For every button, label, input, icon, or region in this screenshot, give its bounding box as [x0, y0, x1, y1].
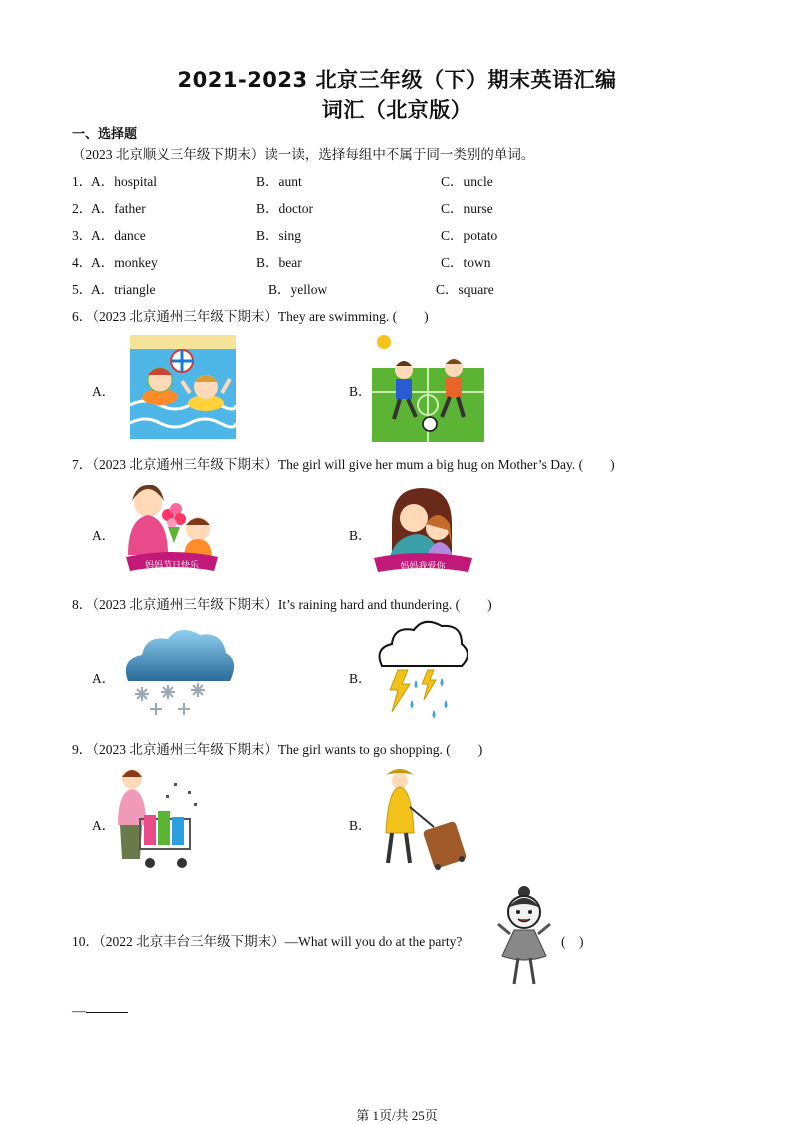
- page-footer: 第 1页/共 25页: [356, 1108, 438, 1123]
- mcq-row: [72, 278, 732, 298]
- question-7: 7．（2023 北京通州三年级下期末）The girl will give her mum a big hug on Mother’s Day. ( ): [72, 457, 615, 472]
- mcq-row: [72, 197, 732, 217]
- snow-cloud-icon: [118, 623, 236, 724]
- option-a-label: A．: [92, 528, 116, 543]
- banner-text: 妈妈节日快乐: [144, 561, 200, 571]
- question-9: 9．（2023 北京通州三年级下期末）The girl wants to go shopping. ( ): [72, 742, 483, 757]
- section-heading: 一、选择题: [72, 127, 138, 142]
- thunderstorm-cloud-icon: [372, 620, 468, 731]
- option-c: C．potato: [441, 228, 498, 243]
- option-a: A．father: [91, 201, 146, 216]
- option-b: B．aunt: [256, 174, 302, 189]
- soccer-kids-icon: [370, 332, 486, 449]
- option-c: C．town: [441, 255, 491, 270]
- option-a-label: A．: [92, 384, 116, 399]
- question-number: 5．: [72, 282, 93, 297]
- option-c: C．uncle: [441, 174, 493, 189]
- mcq-row: [72, 170, 732, 190]
- option-b-label: B．: [349, 528, 372, 543]
- question-8: 8．（2023 北京通州三年级下期末）It’s raining hard and thundering. ( ): [72, 597, 492, 612]
- dancing-girl-icon: [492, 884, 556, 993]
- option-a: A．monkey: [91, 255, 158, 270]
- option-c: C．square: [436, 282, 494, 297]
- question-number: 4．: [72, 255, 93, 270]
- answer-blank[interactable]: [72, 1003, 128, 1019]
- swimming-kids-icon: [130, 335, 236, 444]
- option-a: A．hospital: [91, 174, 157, 189]
- flowers-for-mum-icon: [118, 485, 222, 582]
- answer-paren: ( ): [561, 934, 584, 949]
- question-number: 2．: [72, 201, 93, 216]
- option-b: B．doctor: [256, 201, 313, 216]
- option-a-label: A．: [92, 818, 116, 833]
- section-intro: （2023 北京顺义三年级下期末）读一读，选择每组中不属于同一类别的单词。: [72, 147, 535, 162]
- blank-line: [86, 1012, 128, 1013]
- option-c: C．nurse: [441, 201, 493, 216]
- document-title: 2021-2023 北京三年级（下）期末英语汇编: [177, 68, 617, 92]
- option-b: B．bear: [256, 255, 302, 270]
- banner-text: 妈妈我爱你: [400, 562, 446, 572]
- option-a-label: A．: [92, 671, 116, 686]
- option-b-label: B．: [349, 384, 372, 399]
- mcq-row: [72, 251, 732, 271]
- option-b: B．sing: [256, 228, 302, 243]
- option-b-label: B．: [349, 671, 372, 686]
- travel-suitcase-icon: [374, 763, 470, 882]
- answer-dash: —: [72, 1003, 86, 1018]
- question-number: 3．: [72, 228, 93, 243]
- document-subtitle: 词汇（北京版）: [321, 98, 473, 122]
- question-6: 6．（2023 北京通州三年级下期末）They are swimming. ( ): [72, 309, 429, 324]
- option-b-label: B．: [349, 818, 372, 833]
- option-a: A．dance: [91, 228, 146, 243]
- shopping-cart-icon: [110, 765, 202, 878]
- option-b: B．yellow: [268, 282, 328, 297]
- question-10: 10．（2022 北京丰台三年级下期末）—What will you do at the party?: [72, 934, 463, 949]
- mcq-row: [72, 224, 732, 244]
- option-a: A．triangle: [91, 282, 156, 297]
- question-number: 1．: [72, 174, 93, 189]
- hug-mum-icon: [368, 484, 478, 583]
